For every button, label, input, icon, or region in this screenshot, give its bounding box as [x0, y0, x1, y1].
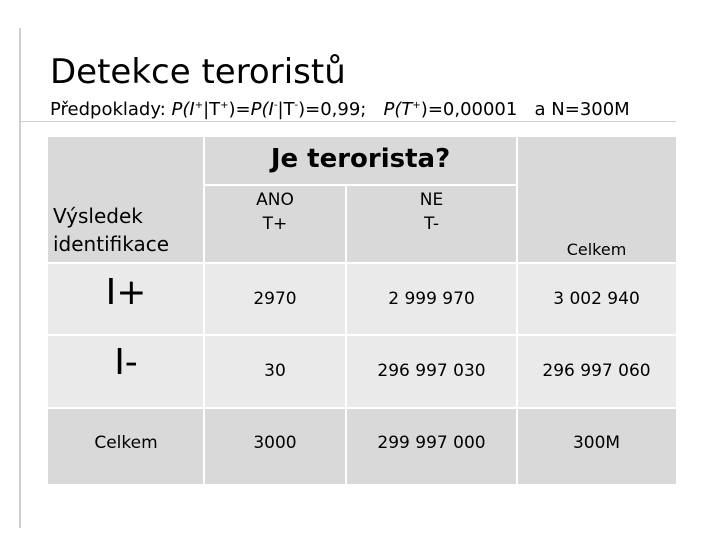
cell-iplus-total: 3 002 940	[553, 289, 640, 309]
slide-title: Detekce teroristů	[50, 52, 346, 92]
col-ano-label-2: T+	[262, 214, 288, 234]
subtitle-p3-sup: +	[412, 100, 421, 111]
cell-total-ne: 299 997 000	[377, 433, 486, 453]
cell-iplus-ano: 2970	[253, 289, 297, 309]
cell-iminus-ne: 296 997 030	[377, 361, 486, 381]
row-label-iplus: I+	[105, 272, 147, 313]
cell-iplus-ne: 2 999 970	[388, 289, 475, 309]
subtitle-p2-end: )=0,99;	[298, 99, 367, 120]
subtitle-p2-sup2: -	[294, 100, 299, 111]
col-ne-label-1: NE	[419, 190, 444, 210]
col-ne-label-2: T-	[424, 214, 439, 234]
row-label-iminus: I-	[114, 342, 138, 383]
subtitle-p1-end: )=	[228, 99, 251, 120]
slide-frame-left	[19, 28, 21, 528]
cell-total-ano: 3000	[253, 433, 297, 453]
subtitle-p2-sup1: -	[273, 100, 278, 111]
col-ano-label-1: ANO	[256, 190, 294, 210]
header-question: Je terorista?	[270, 144, 451, 174]
cell-iminus-total: 296 997 060	[542, 361, 651, 381]
subtitle-prefix: Předpoklady:	[50, 99, 172, 120]
subtitle-rest: a N=300M	[534, 99, 630, 120]
grid-line	[48, 262, 676, 264]
subtitle-p2: P(I	[250, 99, 274, 120]
grid-line	[48, 407, 676, 409]
subtitle-p2-mid: |T	[277, 99, 295, 120]
row-label-total: Celkem	[94, 433, 158, 453]
subtitle-p1-mid: |T	[203, 99, 221, 120]
subtitle-p3: P(T	[383, 99, 413, 120]
subtitle-p1-sup2: +	[220, 100, 229, 111]
cell-total-total: 300M	[572, 433, 621, 453]
row-header-label-1: Výsledek	[53, 204, 143, 228]
subtitle-p1-sup1: +	[194, 100, 204, 111]
grid-line	[48, 334, 676, 336]
subtitle-p3-end: )=0,00001	[420, 99, 518, 120]
slide-subtitle	[50, 95, 630, 121]
row-header-label-2: identifikace	[53, 232, 170, 256]
col-total-label: Celkem	[566, 240, 627, 259]
subtitle-p1: P(I	[171, 99, 195, 120]
title-rule	[19, 121, 676, 122]
grid-line	[204, 184, 517, 186]
cell-iminus-ano: 30	[264, 361, 286, 381]
